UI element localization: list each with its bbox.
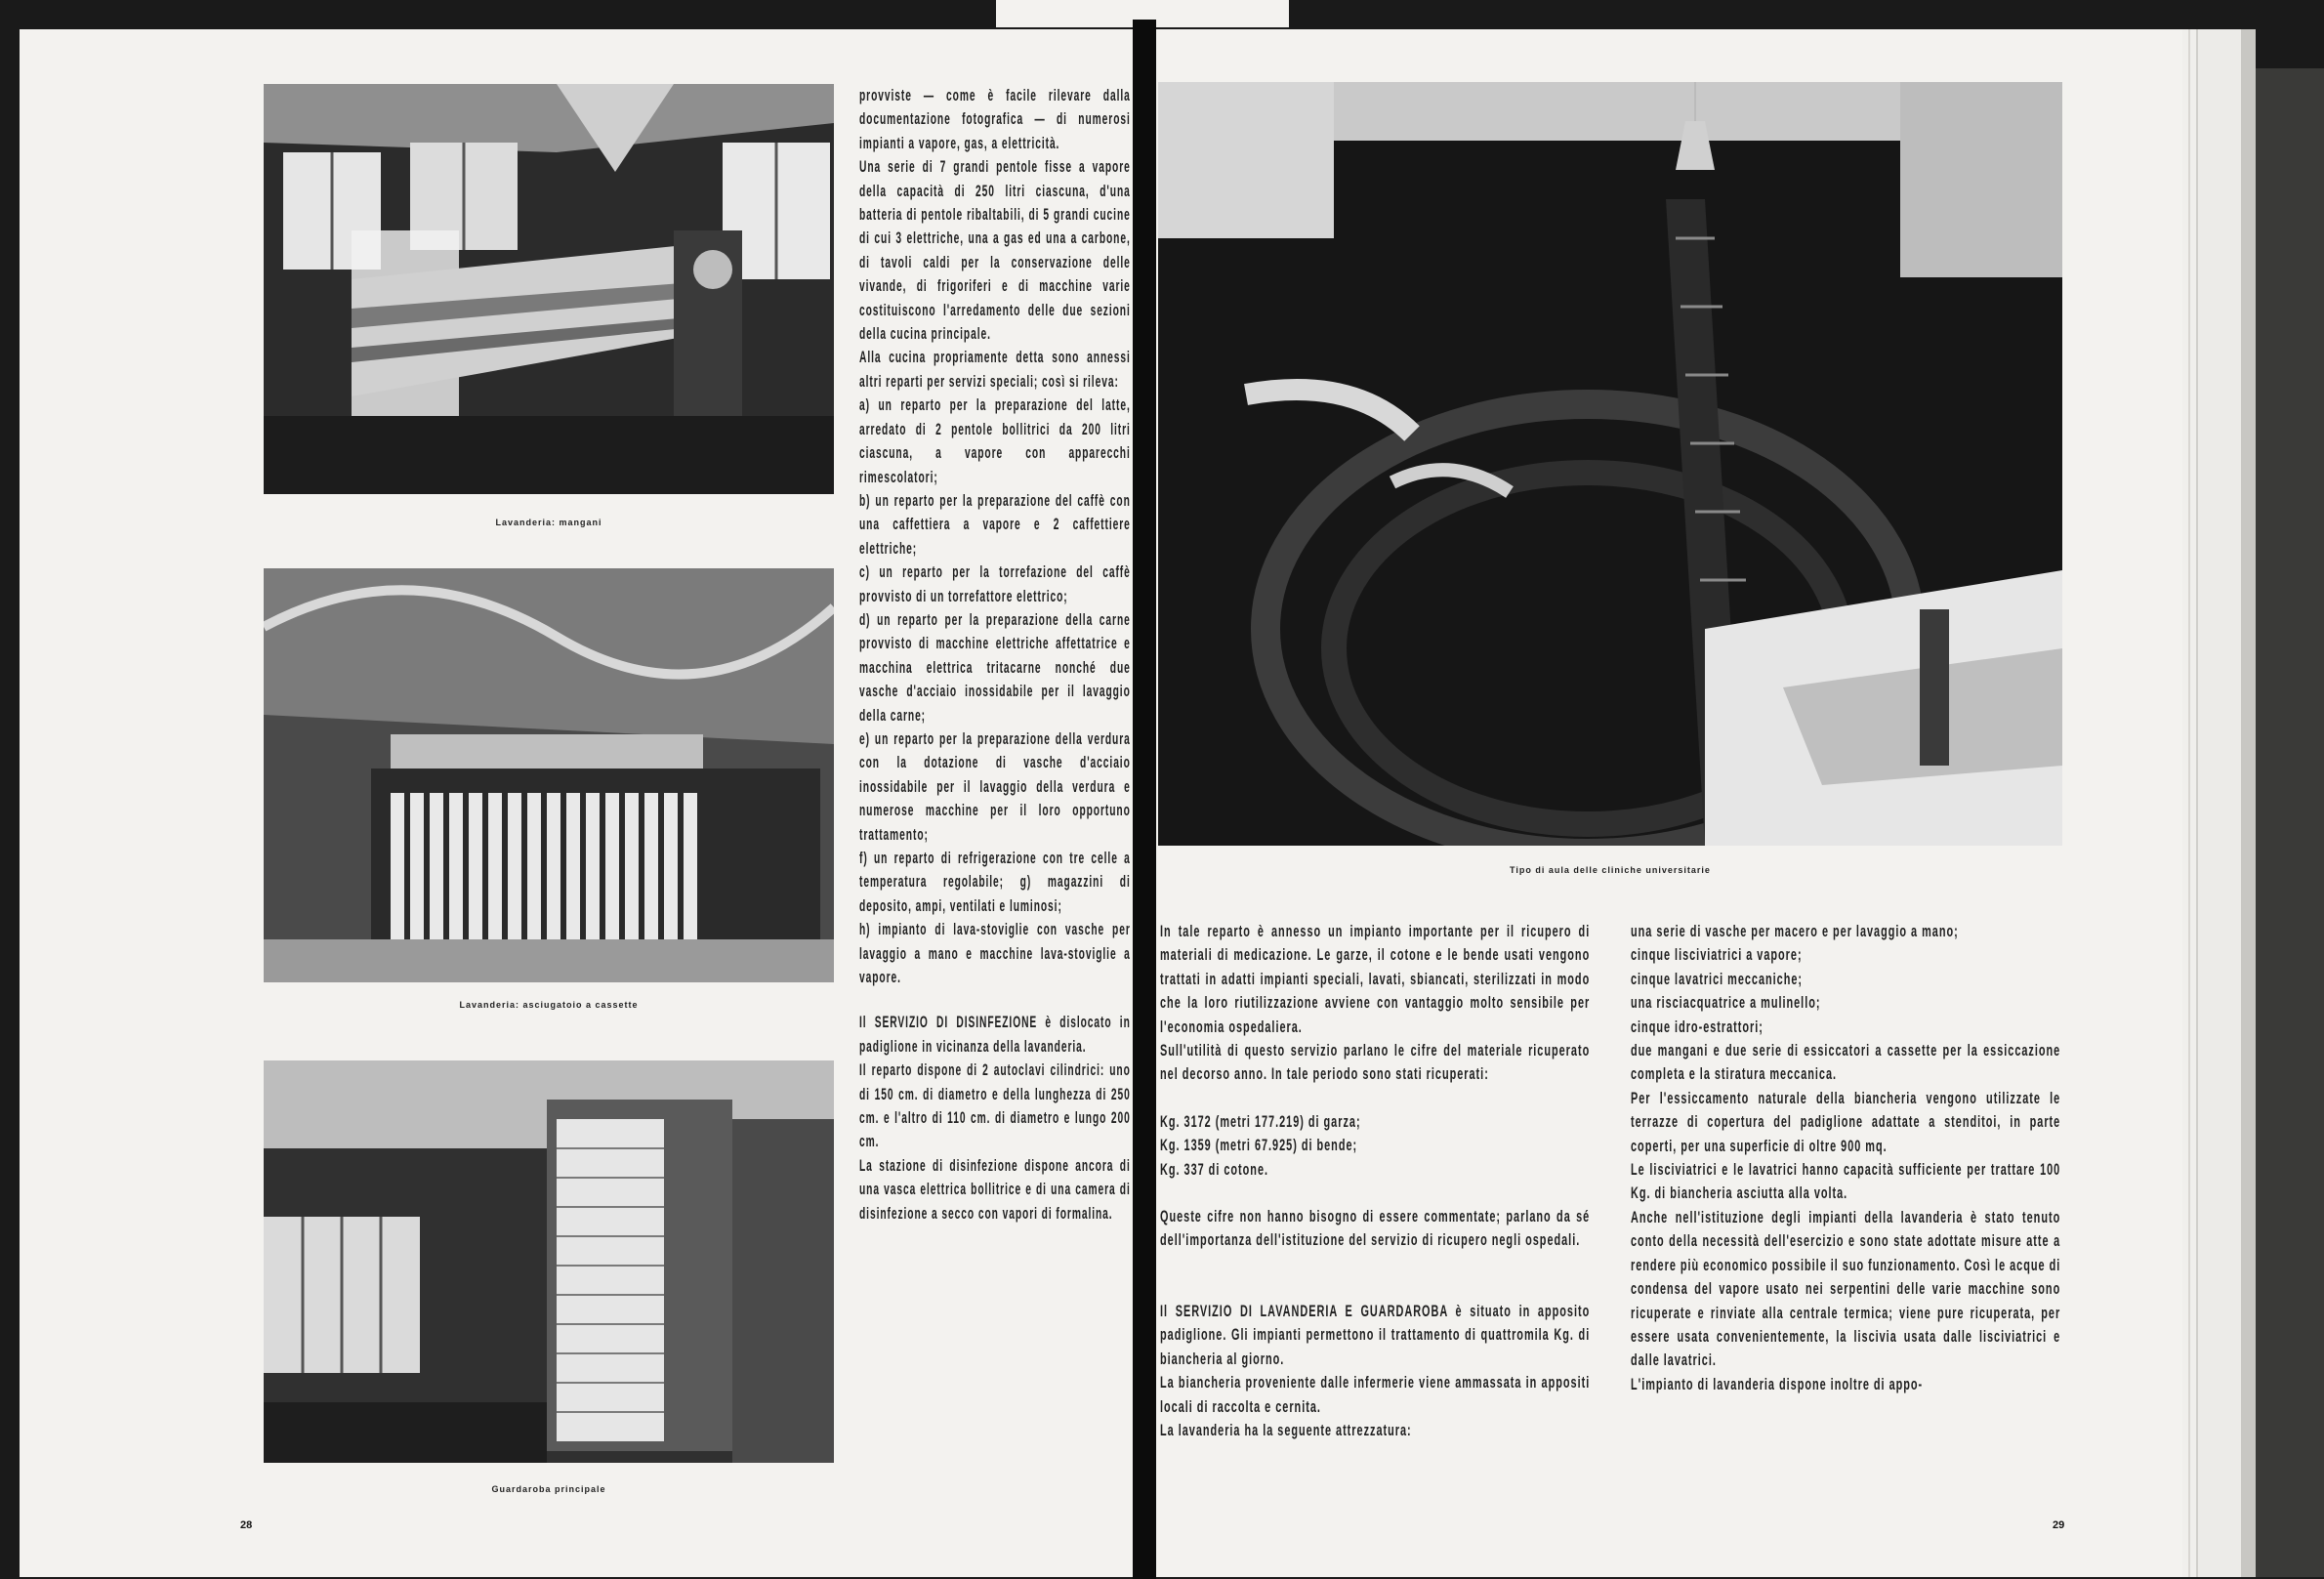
book-cover-edge <box>2256 68 2324 1577</box>
page-number-left: 28 <box>240 1519 253 1531</box>
paragraph: h) impianto di lava-stoviglie con vasche per lavaggio a mano e macchine lava-stoviglie a vapore. <box>859 921 1131 987</box>
paragraph: Una serie di 7 grandi pentole fisse a vapore della capacità di 250 litri ciascuna, d'una batteria di pentole ribaltabili, di 5 grandi cucine di cui 3 elettriche, una a gas ed una a carbone, di tavoli caldi per la conservazione delle vivande, di frigoriferi e di macchine varie costituiscono l'arredamento delle due sezioni della cucina principale. <box>859 158 1131 344</box>
paragraph: a) un reparto per la preparazione del latte, arredato di 2 pentole bollitrici da 200 litri ciascuna, a vapore con apparecchi rimescolatori; <box>859 396 1131 486</box>
photo-lecture-hall <box>1158 82 2062 846</box>
paragraph: due mangani e due serie di essiccatori a cassette per la essiccazione completa e la stiratura meccanica. <box>1631 1042 2061 1084</box>
paragraph: Alla cucina propriamente detta sono annessi altri reparti per servizi speciali; così si rileva: <box>859 349 1131 391</box>
paragraph: Sull'utilità di questo servizio parlano le cifre del materiale ricuperato nel decorso anno. In tale periodo sono stati ricuperati: <box>1160 1042 1591 1084</box>
paragraph: L'impianto di lavanderia dispone inoltre di appo- <box>1631 1375 1924 1393</box>
paragraph: Kg. 1359 (metri 67.925) di bende; <box>1160 1137 1358 1155</box>
paragraph: cinque lavatrici meccaniche; <box>1631 970 1804 988</box>
paragraph: La stazione di disinfezione dispone ancora di una vasca elettrica bollitrice e di una camera di disinfezione a secco con vapori di formalina. <box>859 1156 1131 1223</box>
caption-lecture-hall: Tipo di aula delle cliniche universitarie <box>1510 865 1711 875</box>
paragraph: Il SERVIZIO DI DISINFEZIONE è dislocato in padiglione in vicinanza della lavanderia. <box>859 1014 1131 1056</box>
paragraph: In tale reparto è annesso un impianto importante per il ricupero di materiali di medicazione. Le garze, il cotone e le bende usati vengono trattati in adatti impianti speciali, lavati, sbiancati, sterilizzati in modo che la loro riutilizzazione avviene con vantaggio molto sensibile per l'economia ospedaliera. <box>1160 923 1591 1036</box>
paragraph: cinque lisciviatrici a vapore; <box>1631 946 1803 965</box>
paragraph: b) un reparto per la preparazione del caffè con una caffettiera a vapore e 2 caffettiere elettriche; <box>859 491 1131 558</box>
photo-laundry-mangles <box>264 84 834 494</box>
paragraph: Queste cifre non hanno bisogno di essere commentate; parlano da sé dell'importanza dell'istituzione del servizio di ricupero negli ospedali. <box>1160 1208 1591 1250</box>
paragraph: una serie di vasche per macero e per lavaggio a mano; <box>1631 923 1959 940</box>
paragraph: Le lisciviatrici e le lavatrici hanno capacità sufficiente per trattare 100 Kg. di biancheria asciutta alla volta. <box>1631 1161 2061 1203</box>
paragraph: Il SERVIZIO DI LAVANDERIA E GUARDAROBA è situato in apposito padiglione. Gli impianti permettono il trattamento di quattromila Kg. di biancheria al giorno. <box>1160 1302 1591 1368</box>
photo-laundry-mangles-image <box>264 84 834 494</box>
paragraph: Per l'essiccamento naturale della biancheria vengono utilizzate le terrazze di copertura del padiglione adattate a stenditoi, in parte coperti, per una superficie di oltre 900 mq. <box>1631 1089 2061 1155</box>
paragraph: Il reparto dispone di 2 autoclavi cilindrici: uno di 150 cm. di diametro e della lunghezza di 250 cm. e l'altro di 110 cm. di diametro e lungo 200 cm. <box>859 1061 1131 1151</box>
photo-lecture-hall-image <box>1158 82 2062 846</box>
paragraph: una risciacquatrice a mulinello; <box>1631 994 1821 1013</box>
paragraph: Kg. 3172 (metri 177.219) di garza; <box>1160 1112 1361 1131</box>
paragraph: e) un reparto per la preparazione della verdura con la dotazione di vasche d'acciaio inossidabile per il lavaggio della verdura e numerose macchine per il loro opportuno trattamento; <box>859 729 1131 844</box>
paragraph: cinque idro-estrattori; <box>1631 1018 1764 1036</box>
page-edges <box>2182 29 2256 1577</box>
caption-photo3: Guardaroba principale <box>491 1484 606 1494</box>
photo-laundry-drying-image <box>264 568 834 982</box>
photo-laundry-drying <box>264 568 834 982</box>
right-text-column-2 <box>1631 920 2060 1396</box>
photo-wardrobe-image <box>264 1060 834 1463</box>
left-text-column <box>859 84 1131 1226</box>
photo-wardrobe <box>264 1060 834 1463</box>
paragraph: Kg. 337 di cotone. <box>1160 1160 1269 1179</box>
paragraph: La lavanderia ha la seguente attrezzatura: <box>1160 1421 1412 1439</box>
caption-photo1: Lavanderia: mangani <box>495 518 602 527</box>
right-text-column-1 <box>1160 920 1590 1442</box>
paragraph: c) un reparto per la torrefazione del caffè provvisto di un torrefattore elettrico; <box>859 563 1131 605</box>
paragraph: provviste — come è facile rilevare dalla documentazione fotografica — di numerosi impianti a vapore, gas, a elettricità. <box>859 87 1131 152</box>
page-number-right: 29 <box>2053 1519 2065 1531</box>
paragraph: d) un reparto per la preparazione della carne provvisto di macchine elettriche affettatrice e macchina elettrica tritacarne nonché due vasche d'acciaio inossidabile per il lavaggio della carne; <box>859 610 1131 725</box>
caption-photo2: Lavanderia: asciugatoio a cassette <box>459 1000 639 1010</box>
book-spine <box>1133 20 1156 1579</box>
paragraph: La biancheria proveniente dalle infermerie viene ammassata in appositi locali di raccolta e cernita. <box>1160 1374 1591 1416</box>
paragraph: Anche nell'istituzione degli impianti della lavanderia è stato tenuto conto della necessità dell'esercizio e sono state adottate misure atte a rendere più economico possibile il suo funzionamento. Così le acque di condensa del vapore usato nei serpentini delle varie macchine sono ricuperate e rinviate alla centrale termica; viene pure ricuperata, per essere usata convenientemente, la liscivia usata dalle lisciviatrici e dalle lavatrici. <box>1631 1208 2061 1370</box>
paragraph: f) un reparto di refrigerazione con tre celle a temperatura regolabile; g) magazzini di deposito, ampi, ventilati e luminosi; <box>859 850 1131 915</box>
